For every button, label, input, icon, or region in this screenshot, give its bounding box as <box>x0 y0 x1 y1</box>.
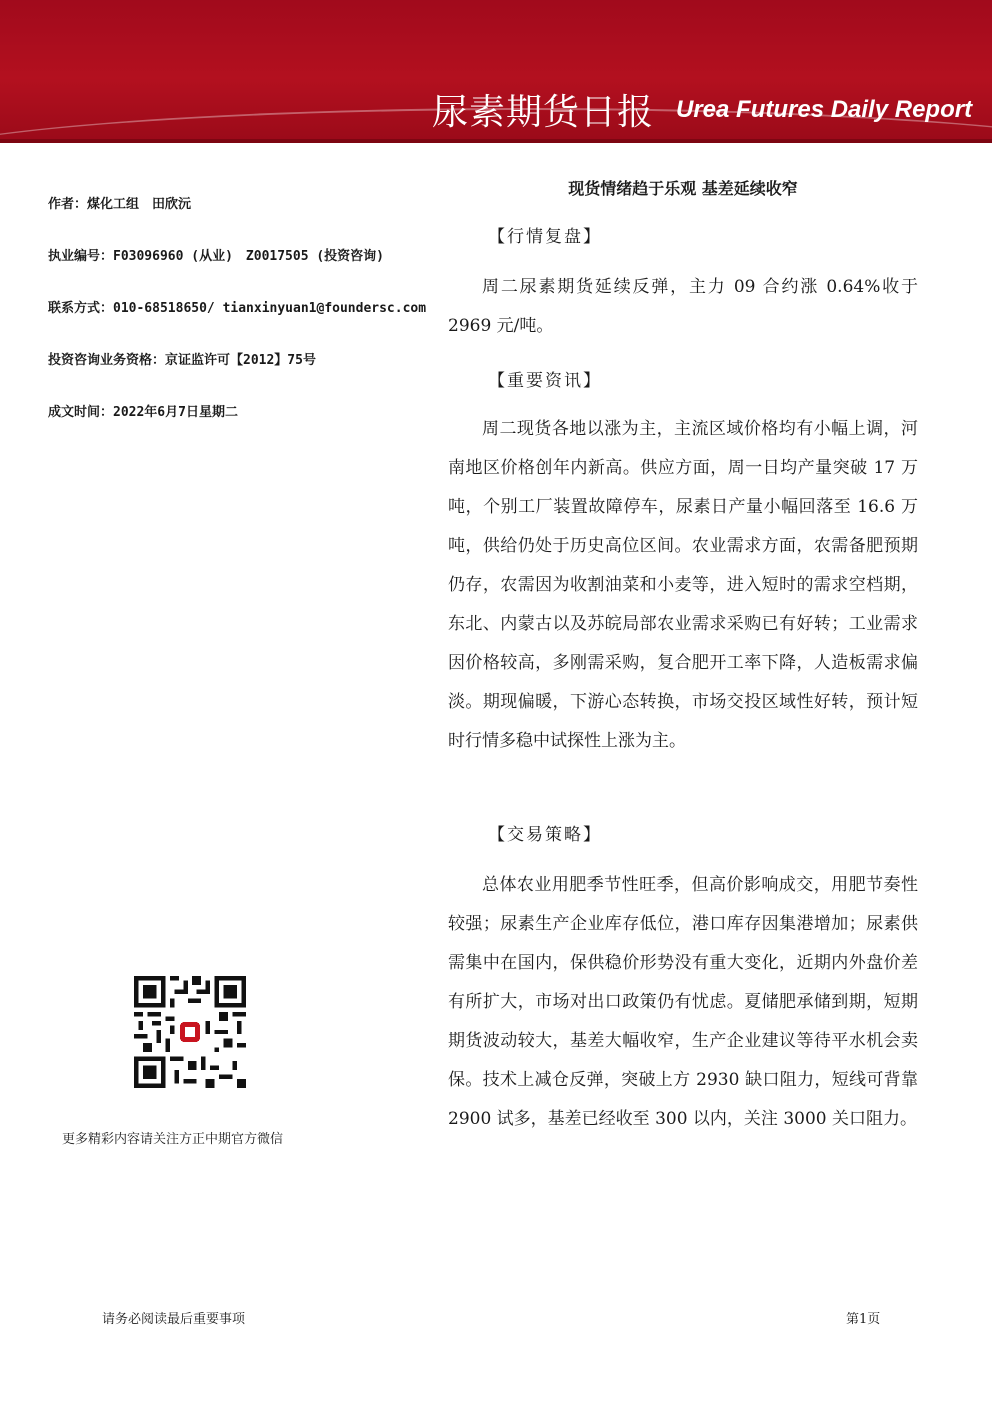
report-headline: 现货情绪趋于乐观 基差延续收窄 <box>568 179 798 198</box>
footer-disclaimer: 请务必阅读最后重要事项 <box>102 1312 246 1327</box>
date-info: 成文时间：2022年6月7日星期二 <box>48 405 238 420</box>
qualification-info: 投资咨询业务资格：京证监许可【2012】75号 <box>48 353 316 368</box>
section-label-strategy: 【交易策略】 <box>488 825 602 845</box>
paragraph-key-news: 周二现货各地以涨为主，主流区域价格均有小幅上调，河南地区价格创年内新高。供应方面，周一日均产量突破 17 万吨，个别工厂装置故障停车，尿素日产量小幅回落至 16.6 万吨，供给仍处于历史高位区间。农业需求方面，农需备肥预期仍存，农需因为收割油菜和小麦等，进入短时的需求空档期，东北、内蒙古以及苏皖局部农业需求采购已有好转；工业需求因价格较高，多刚需采购，复合肥开工率下降，人造板需求偏淡。期现偏暖，下游心态转换，市场交投区域性好转，预计短时行情多稳中试探性上涨为主。 <box>448 419 918 751</box>
paragraph-market-review: 周二尿素期货延续反弹，主力 09 合约涨 0.64%收于 2969 元/吨。 <box>448 277 918 336</box>
page-number: 第1页 <box>846 1312 881 1327</box>
license-number: 执业编号：F03096960 (从业) Z0017505 (投资咨询) <box>48 249 385 264</box>
report-title-cn: 尿素期货日报 <box>432 92 655 133</box>
qr-caption: 更多精彩内容请关注方正中期官方微信 <box>62 1132 284 1147</box>
section-label-key-news: 【重要资讯】 <box>488 371 602 391</box>
author-info: 作者：煤化工组 田欣沅 <box>48 197 192 212</box>
contact-info: 联系方式：010-68518650/ tianxinyuan1@foundersc.com <box>48 301 427 316</box>
section-label-market-review: 【行情复盘】 <box>488 227 602 247</box>
report-header <box>0 0 992 143</box>
report-title-en: Urea Futures Daily Report <box>676 96 973 123</box>
qr-code-icon <box>134 976 246 1088</box>
paragraph-strategy: 总体农业用肥季节性旺季，但高价影响成交，用肥节奏性较强；尿素生产企业库存低位，港口库存因集港增加；尿素供需集中在国内，保供稳价形势没有重大变化，近期内外盘价差有所扩大，市场对出口政策仍有忧虑。夏储肥承储到期，短期期货波动较大，基差大幅收窄，生产企业建议等待平水机会卖保。技术上减仓反弹，突破上方 2930 缺口阻力，短线可背靠 2900 试多，基差已经收至 300 以内，关注 3000 关口阻力。 <box>448 875 918 1129</box>
